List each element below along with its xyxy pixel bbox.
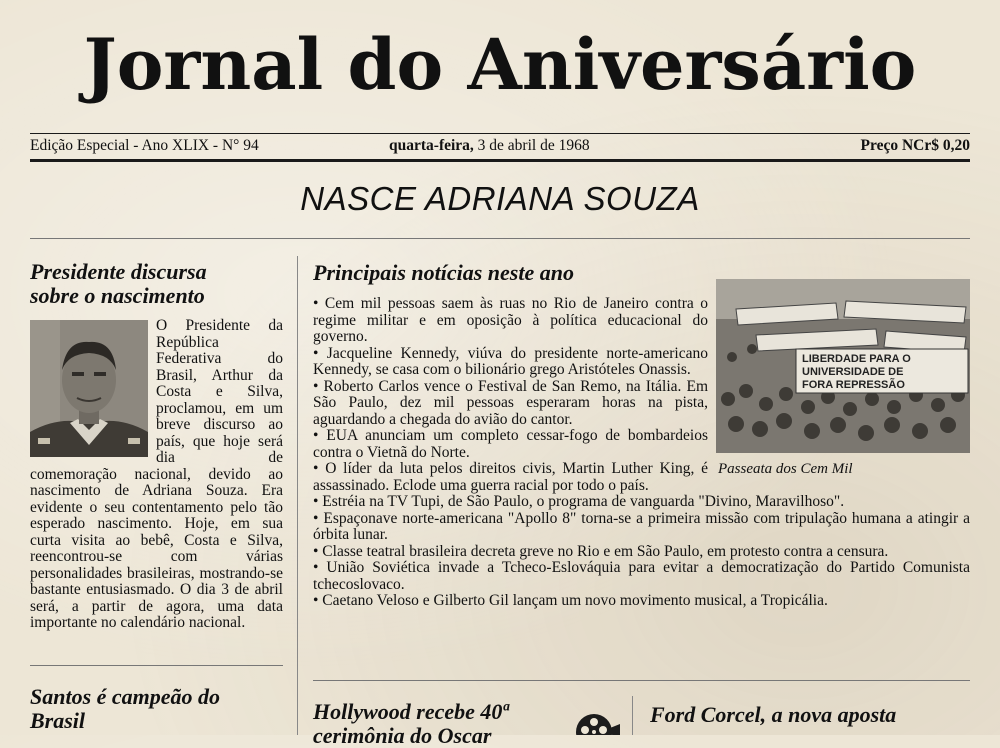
ford-article-title: Ford Corcel, a nova aposta	[650, 702, 897, 727]
edition-info: Edição Especial - Ano XLIX - N° 94	[30, 137, 259, 154]
hollywood-article-title	[313, 700, 553, 748]
santos-title-line1: Santos é campeão do	[30, 684, 221, 709]
bottom-column-divider	[632, 696, 633, 735]
main-headline: NASCE ADRIANA SOUZA	[300, 180, 700, 217]
dateline-bottom-rule	[30, 159, 970, 162]
news-item: • Roberto Carlos vence o Festival de San Remo, na Itália. Em São Paulo, dez mil pessoas esperaram horas na pista, aguardando a chegada do avião do cantor.	[313, 377, 708, 428]
banner-line-3: FORA REPRESSÃO	[802, 379, 905, 391]
left-article-body: O Presidente da República Federativa do Brasil, Arthur da Costa e Silva, proclamou, em um breve discurso ao país, que hoje será dia de comemoração nacional, devido ao nascimento de Adriana Souza. Era evidente o seu contentamento pelo tão esperado nascimento. Hoje, em sua curta visita ao bebê, Costa e Silva, reencontrou-se com várias personalidades brasileiras, mostrando-se bastante entusiasmado. O dia 3 de abril será, a partir de agora, uma data importante no calendário nacional.	[30, 317, 283, 631]
hollywood-title-line1: Hollywood recebe 40ª	[313, 699, 509, 724]
news-item: • Classe teatral brasileira decreta greve no Rio e em São Paulo, em protesto contra a censura.	[313, 542, 889, 560]
main-news-title: Principais notícias neste ano	[313, 260, 574, 285]
news-list	[313, 296, 970, 610]
issue-weekday: quarta-feira,	[389, 137, 474, 154]
santos-title-line2: Brasil	[30, 708, 86, 733]
price-label: Preço NCr$	[860, 137, 939, 154]
left-article-title	[30, 260, 290, 308]
film-reel-icon	[572, 708, 622, 735]
news-item: • União Soviética invade a Tcheco-Eslováquia para evitar a democratização do Partido Comunista tchecoslovaco.	[313, 559, 970, 593]
santos-article-title	[30, 685, 290, 733]
headline-rule	[30, 238, 970, 239]
banner-line-2: UNIVERSIDADE DE	[802, 366, 904, 378]
photo-spacer	[708, 296, 970, 476]
left-article	[30, 318, 283, 632]
masthead-title: Jornal do Aniversário	[83, 23, 917, 106]
news-item: • O líder da luta pelos direitos civis, Martin Luther King, é assassinado. Eclode uma guerra racial por todo o país.	[313, 460, 708, 494]
left-article-title-line1: Presidente discursa	[30, 259, 207, 284]
news-item: • Espaçonave norte-americana "Apollo 8" torna-se a primeira missão com tripulação humana a atingir a órbita lunar.	[313, 509, 970, 543]
left-bottom-rule	[30, 665, 283, 666]
hollywood-title-line2: cerimônia do Oscar	[313, 723, 492, 748]
photo-caption: Passeata dos Cem Mil	[718, 461, 853, 477]
news-item: • Jacqueline Kennedy, viúva do presidente norte-americano Kennedy, se casa com o bilionário grego Aristóteles Onassis.	[313, 344, 708, 378]
news-item: • EUA anunciam um completo cessar-fogo de bombardeios contra o Vietnã do Norte.	[313, 427, 708, 461]
left-article-title-line2: sobre o nascimento	[30, 283, 205, 308]
column-divider	[297, 256, 298, 735]
issue-date	[389, 137, 590, 155]
main-bottom-rule	[313, 680, 970, 681]
issue-date-text: 3 de abril de 1968	[473, 137, 590, 154]
news-item: • Cem mil pessoas saem às ruas no Rio de Janeiro contra o regime militar e em oposição à política educacional do governo.	[313, 295, 708, 345]
news-item: • Estréia na TV Tupi, de São Paulo, o programa de vanguarda "Divino, Maravilhoso".	[313, 493, 845, 510]
banner-line-1: LIBERDADE PARA O	[802, 353, 911, 365]
price	[861, 137, 970, 155]
dateline-top-rule	[30, 133, 970, 134]
price-value: 0,20	[939, 137, 970, 154]
news-item: • Caetano Veloso e Gilberto Gil lançam um novo movimento musical, a Tropicália.	[313, 592, 828, 609]
president-photo	[30, 320, 148, 457]
